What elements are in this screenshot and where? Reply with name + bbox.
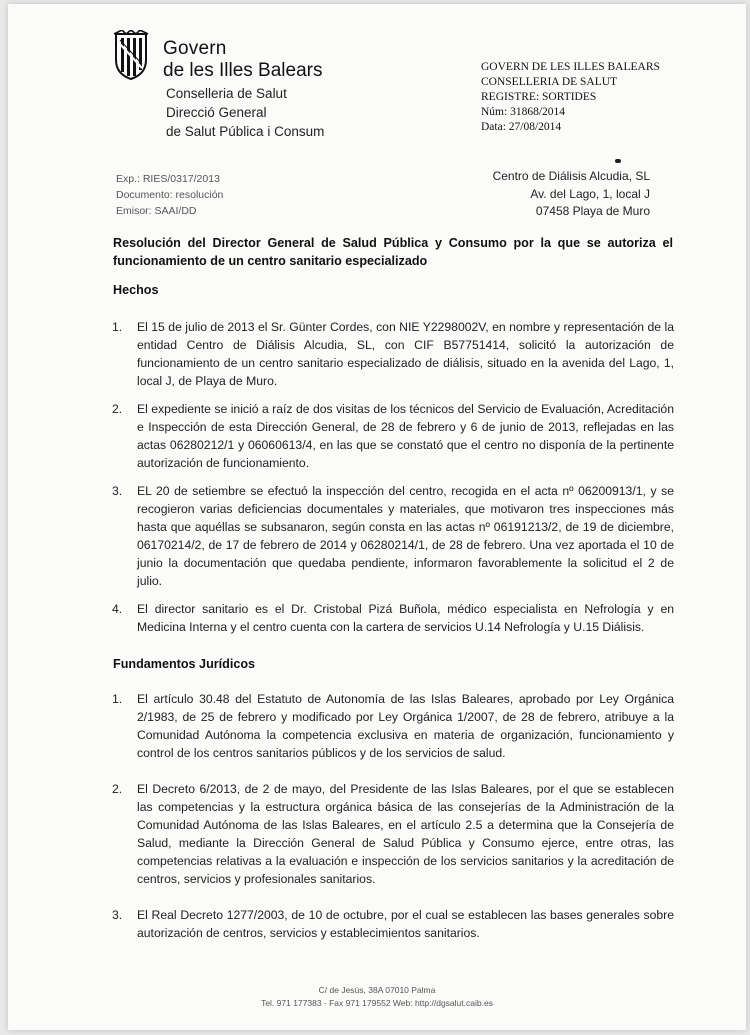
document-metadata	[116, 171, 223, 219]
recipient-address	[493, 168, 650, 221]
dept-line: Direcció General	[166, 105, 267, 120]
footer-address: C/ de Jesús, 38A 07010 Palma	[318, 985, 436, 995]
list-item	[112, 318, 674, 390]
stamp-date: Data: 27/08/2014	[481, 121, 562, 133]
registry-stamp	[481, 60, 660, 135]
dept-line: Conselleria de Salut	[166, 86, 287, 101]
item-number: 1.	[112, 320, 123, 334]
item-number: 2.	[112, 782, 123, 796]
stamp-line: GOVERN DE LES ILLES BALEARS	[481, 61, 660, 73]
item-number: 4.	[112, 602, 123, 616]
stamp-line: CONSELLERIA DE SALUT	[481, 76, 618, 88]
issuer: Emisor: SAAI/DD	[116, 205, 197, 217]
item-text: El artículo 30.48 del Estatuto de Autonomía de las Islas Baleares, aprobado por Ley Orgánica 2/1983, de 25 de febrero y modificado por Ley Orgánica 1/2007, de 28 de febrero, atribuye a la Comunidad Autónoma la competencia exclusiva en materia de organización, funcionamiento y control de los centros sanitarios públicos y de los servicios de salud.	[137, 692, 674, 760]
list-item	[112, 690, 674, 762]
item-text: El Decreto 6/2013, de 2 de mayo, del Presidente de las Islas Baleares, por el que se establecen las competencias y la estructura orgánica básica de las consejerías de la Administración de la Comunidad Autónoma de las Islas Baleares, en el artículo 2.5 a determina que la Consejería de Salud, mediante la Dirección General de Salud Pública y Consumo ejerce, entre otras, las competencias relativas a la evaluación e inspección de los servicios sanitarios y la acreditación de centros, servicios y profesionales sanitarios.	[137, 782, 674, 886]
recipient-street: Av. del Lago, 1, local J	[530, 186, 650, 201]
org-line-2: de les Illes Balears	[163, 60, 323, 81]
recipient-name: Centro de Diálisis Alcudia, SL	[492, 169, 650, 183]
org-line-1: Govern	[163, 38, 227, 59]
organization-name	[163, 38, 322, 82]
item-number: 1.	[112, 692, 123, 706]
ink-mark	[615, 159, 621, 163]
document-type: Documento: resolución	[116, 189, 224, 201]
hechos-list	[112, 318, 674, 646]
recipient-city: 07458 Playa de Muro	[535, 204, 650, 218]
expedient-ref: Exp.: RIES/0317/2013	[116, 173, 220, 185]
stamp-number: Núm: 31868/2014	[481, 106, 566, 118]
list-item	[112, 482, 674, 590]
balearic-coat-of-arms-logo	[112, 30, 150, 82]
item-number: 3.	[112, 484, 123, 498]
department-block	[166, 84, 324, 141]
item-text: El expediente se inició a raíz de dos visitas de los técnicos del Servicio de Evaluación, Acreditación e Inspección de esta Dirección General, de 28 de febrero y 6 de junio de 2013, reflejadas en las actas 06280212/1 y 06060613/4, en las que se constató que el centro no disponía de la pertinente autorización de funcionamiento.	[137, 402, 674, 470]
resolution-title: Resolución del Director General de Salud Pública y Consumo por la que se autoriza el funcionamiento de un centro sanitario especializado	[113, 236, 673, 268]
page-footer	[8, 984, 746, 1010]
item-number: 3.	[112, 908, 123, 922]
item-text: El Real Decreto 1277/2003, de 10 de octubre, por el cual se establecen las bases generales sobre autorización de centros, servicios y establecimientos sanitarios.	[137, 908, 674, 940]
fundamentos-list	[112, 690, 674, 952]
dept-line: de Salut Pública i Consum	[166, 124, 325, 139]
list-item	[112, 906, 674, 942]
hechos-heading: Hechos	[113, 283, 159, 297]
list-item	[112, 600, 674, 636]
item-number: 2.	[112, 402, 123, 416]
footer-contact: Tel. 971 177383 - Fax 971 179552 Web: http://dgsalut.caib.es	[261, 998, 493, 1008]
fundamentos-heading: Fundamentos Jurídicos	[113, 657, 256, 671]
document-page	[8, 4, 746, 1030]
stamp-line: REGISTRE: SORTIDES	[481, 91, 597, 103]
item-text: El 15 de julio de 2013 el Sr. Günter Cordes, con NIE Y2298002V, en nombre y representación de la entidad Centro de Diálisis Alcudia, SL, con CIF B57751414, solicitó la autorización de funcionamiento de un centro sanitario especializado de diálisis, situado en la avenida del Lago, 1, local J, de Playa de Muro.	[137, 320, 674, 388]
list-item	[112, 400, 674, 472]
list-item	[112, 780, 674, 888]
item-text: El director sanitario es el Dr. Cristobal Pizá Buñola, médico especialista en Nefrología y en Medicina Interna y el centro cuenta con la cartera de servicios U.14 Nefrología y U.15 Diálisis.	[137, 602, 674, 634]
item-text: EL 20 de setiembre se efectuó la inspección del centro, recogida en el acta nº 06200913/1, y se recogieron varias deficiencias documentales y materiales, que motivaron tres inspecciones más hasta que aquéllas se subsanaron, según consta en las actas nº 06191213/2, de 19 de diciembre, 06170214/2, de 17 de febrero de 2014 y 06280214/1, de 28 de febrero. Una vez aportada el 10 de junio la documentación que quedaba pendiente, informaron favorablemente la solicitud el 2 de julio.	[137, 484, 674, 588]
